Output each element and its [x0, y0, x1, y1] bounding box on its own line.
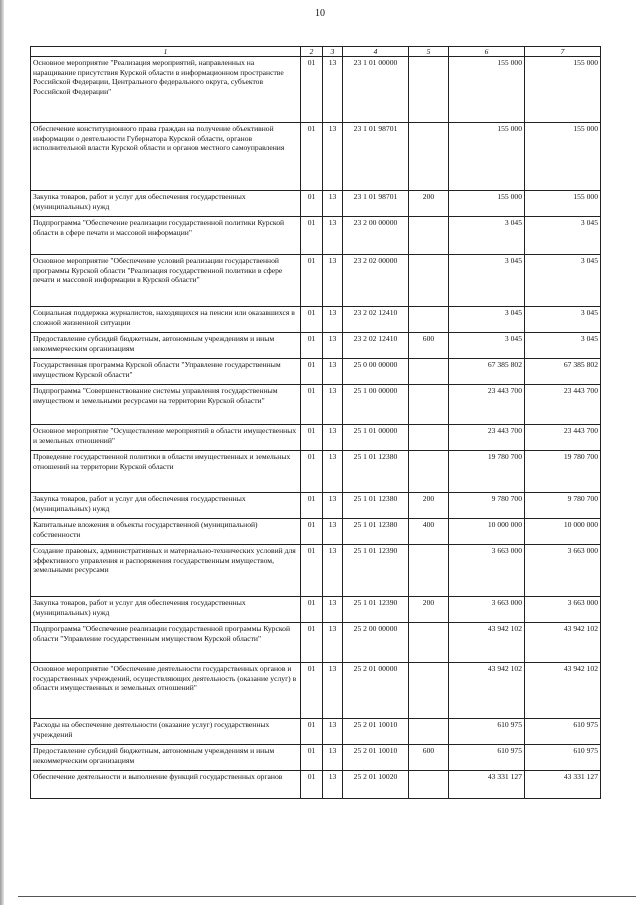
target-article-code: 25 2 01 10010: [343, 745, 409, 771]
expense-type-code: [409, 359, 449, 385]
amount-2019: 43 942 102: [449, 623, 525, 663]
target-article-code: 25 1 01 12390: [343, 597, 409, 623]
target-article-code: 25 2 00 00000: [343, 623, 409, 663]
row-name: Обеспечение конституционного права граждан на получение объективной информации о деятельности Губернатора Курской области, органов исполнительной власти Курской области и органов местного самоуправления: [31, 123, 301, 191]
row-name: Основное мероприятие "Обеспечение деятельности государственных органов и государственных учреждений, осуществляющих деятельность (оказание услуг) в области имущественных и земельных отношений": [31, 663, 301, 719]
expense-type-code: [409, 451, 449, 493]
column-header: 1: [31, 47, 301, 57]
subsection-code: 13: [323, 255, 343, 307]
subsection-code: 13: [323, 333, 343, 359]
amount-2019: 43 942 102: [449, 663, 525, 719]
expense-type-code: [409, 57, 449, 123]
section-code: 01: [301, 597, 323, 623]
row-name: Подпрограмма "Обеспечение реализации государственной политики Курской области в сфере печати и массовой информации": [31, 217, 301, 255]
subsection-code: 13: [323, 745, 343, 771]
row-name: Предоставление субсидий бюджетным, автономным учреждениям и иным некоммерческим организациям: [31, 333, 301, 359]
table-row: [31, 385, 601, 425]
subsection-code: 13: [323, 519, 343, 545]
subsection-code: 13: [323, 545, 343, 597]
table-row: [31, 217, 601, 255]
amount-2019: 610 975: [449, 745, 525, 771]
expense-type-code: [409, 545, 449, 597]
amount-2019: 67 385 802: [449, 359, 525, 385]
amount-2019: 19 780 700: [449, 451, 525, 493]
amount-2019: 23 443 700: [449, 425, 525, 451]
amount-2019: 3 663 000: [449, 597, 525, 623]
target-article-code: 25 2 01 10010: [343, 719, 409, 745]
table-row: [31, 451, 601, 493]
section-code: 01: [301, 359, 323, 385]
expense-type-code: [409, 255, 449, 307]
subsection-code: 13: [323, 623, 343, 663]
subsection-code: 13: [323, 771, 343, 799]
target-article-code: 25 1 01 12380: [343, 493, 409, 519]
row-name: Создание правовых, административных и материально-технических условий для эффективного управления и распоряжения государственным имуществом, земельными ресурсами: [31, 545, 301, 597]
table-row: [31, 425, 601, 451]
row-name: Подпрограмма "Совершенствование системы управления государственным имуществом и земельными ресурсами на территории Курской области": [31, 385, 301, 425]
row-name: Закупка товаров, работ и услуг для обеспечения государственных (муниципальных) нужд: [31, 597, 301, 623]
amount-2020: 43 942 102: [525, 623, 601, 663]
target-article-code: 25 1 00 00000: [343, 385, 409, 425]
amount-2020: 43 331 127: [525, 771, 601, 799]
amount-2020: 155 000: [525, 123, 601, 191]
amount-2019: 23 443 700: [449, 385, 525, 425]
section-code: 01: [301, 451, 323, 493]
amount-2020: 9 780 700: [525, 493, 601, 519]
table-row: [31, 545, 601, 597]
section-code: 01: [301, 123, 323, 191]
subsection-code: 13: [323, 385, 343, 425]
row-name: Закупка товаров, работ и услуг для обеспечения государственных (муниципальных) нужд: [31, 493, 301, 519]
subsection-code: 13: [323, 123, 343, 191]
amount-2019: 10 000 000: [449, 519, 525, 545]
page-number: 10: [315, 8, 325, 19]
section-code: 01: [301, 333, 323, 359]
amount-2020: 155 000: [525, 57, 601, 123]
subsection-code: 13: [323, 191, 343, 217]
amount-2019: 155 000: [449, 123, 525, 191]
expense-type-code: 400: [409, 519, 449, 545]
amount-2020: 3 663 000: [525, 597, 601, 623]
amount-2020: 3 045: [525, 217, 601, 255]
amount-2020: 23 443 700: [525, 385, 601, 425]
section-code: 01: [301, 745, 323, 771]
expense-type-code: 200: [409, 597, 449, 623]
table-row: [31, 519, 601, 545]
section-code: 01: [301, 545, 323, 597]
column-header: 2: [301, 47, 323, 57]
section-code: 01: [301, 719, 323, 745]
row-name: Подпрограмма "Обеспечение реализации государственной программы Курской области "Управление государственным имуществом Курской области": [31, 623, 301, 663]
amount-2020: 3 045: [525, 255, 601, 307]
expense-type-code: [409, 307, 449, 333]
section-code: 01: [301, 217, 323, 255]
table-row: [31, 307, 601, 333]
amount-2020: 3 045: [525, 307, 601, 333]
subsection-code: 13: [323, 57, 343, 123]
target-article-code: 23 1 01 98701: [343, 191, 409, 217]
expense-type-code: [409, 771, 449, 799]
expense-type-code: [409, 123, 449, 191]
row-name: Обеспечение деятельности и выполнение функций государственных органов: [31, 771, 301, 799]
target-article-code: 25 1 01 12380: [343, 451, 409, 493]
amount-2020: 610 975: [525, 745, 601, 771]
target-article-code: 23 2 02 00000: [343, 255, 409, 307]
section-code: 01: [301, 623, 323, 663]
row-name: Основное мероприятие "Обеспечение условий реализации государственной программы Курской области "Реализация государственной политики в сфере печати и массовой информации в Курской области": [31, 255, 301, 307]
amount-2019: 610 975: [449, 719, 525, 745]
budget-table: [30, 46, 601, 799]
amount-2020: 67 385 802: [525, 359, 601, 385]
section-code: 01: [301, 663, 323, 719]
column-header: 5: [409, 47, 449, 57]
section-code: 01: [301, 57, 323, 123]
subsection-code: 13: [323, 425, 343, 451]
table-row: [31, 191, 601, 217]
table-row: [31, 255, 601, 307]
target-article-code: 25 2 01 00000: [343, 663, 409, 719]
expense-type-code: 600: [409, 745, 449, 771]
target-article-code: 25 0 00 00000: [343, 359, 409, 385]
table-row: [31, 359, 601, 385]
amount-2020: 3 045: [525, 333, 601, 359]
subsection-code: 13: [323, 217, 343, 255]
column-header: 4: [343, 47, 409, 57]
target-article-code: 23 1 01 00000: [343, 57, 409, 123]
amount-2020: 3 663 000: [525, 545, 601, 597]
table-row: [31, 493, 601, 519]
section-code: 01: [301, 771, 323, 799]
table-row: [31, 663, 601, 719]
section-code: 01: [301, 307, 323, 333]
target-article-code: 23 2 02 12410: [343, 307, 409, 333]
subsection-code: 13: [323, 493, 343, 519]
row-name: Закупка товаров, работ и услуг для обеспечения государственных (муниципальных) нужд: [31, 191, 301, 217]
section-code: 01: [301, 425, 323, 451]
section-code: 01: [301, 519, 323, 545]
subsection-code: 13: [323, 597, 343, 623]
amount-2020: 155 000: [525, 191, 601, 217]
table-row: [31, 623, 601, 663]
row-name: Проведение государственной политики в области имущественных и земельных отношений на территории Курской области: [31, 451, 301, 493]
expense-type-code: [409, 385, 449, 425]
amount-2019: 155 000: [449, 57, 525, 123]
amount-2020: 23 443 700: [525, 425, 601, 451]
amount-2020: 43 942 102: [525, 663, 601, 719]
amount-2020: 10 000 000: [525, 519, 601, 545]
section-code: 01: [301, 255, 323, 307]
amount-2019: 155 000: [449, 191, 525, 217]
amount-2020: 610 975: [525, 719, 601, 745]
expense-type-code: [409, 663, 449, 719]
target-article-code: 25 1 01 12390: [343, 545, 409, 597]
column-header: 7: [525, 47, 601, 57]
row-name: Капитальные вложения в объекты государственной (муниципальной) собственности: [31, 519, 301, 545]
target-article-code: 23 1 01 98701: [343, 123, 409, 191]
amount-2019: 43 331 127: [449, 771, 525, 799]
column-number-row: [31, 47, 601, 57]
table-row: [31, 719, 601, 745]
table-row: [31, 771, 601, 799]
subsection-code: 13: [323, 359, 343, 385]
subsection-code: 13: [323, 307, 343, 333]
section-code: 01: [301, 493, 323, 519]
amount-2019: 3 045: [449, 307, 525, 333]
expense-type-code: 600: [409, 333, 449, 359]
subsection-code: 13: [323, 451, 343, 493]
table-row: [31, 57, 601, 123]
amount-2019: 3 045: [449, 333, 525, 359]
row-name: Расходы на обеспечение деятельности (оказание услуг) государственных учреждений: [31, 719, 301, 745]
target-article-code: 25 1 01 12380: [343, 519, 409, 545]
row-name: Социальная поддержка журналистов, находящихся на пенсии или оказавшихся в сложной жизненной ситуации: [31, 307, 301, 333]
expense-type-code: 200: [409, 191, 449, 217]
subsection-code: 13: [323, 663, 343, 719]
row-name: Предоставление субсидий бюджетным, автономным учреждениям и иным некоммерческим организациям: [31, 745, 301, 771]
amount-2019: 3 045: [449, 217, 525, 255]
table-row: [31, 333, 601, 359]
expense-type-code: [409, 217, 449, 255]
column-header: 6: [449, 47, 525, 57]
target-article-code: 23 2 02 12410: [343, 333, 409, 359]
row-name: Основное мероприятие "Реализация мероприятий, направленных на наращивание присутствия Курской области в информационном пространстве Российской Федерации, Центрального федерального округа, субъектов Российской Федерации": [31, 57, 301, 123]
amount-2020: 19 780 700: [525, 451, 601, 493]
table-row: [31, 597, 601, 623]
amount-2019: 3 663 000: [449, 545, 525, 597]
section-code: 01: [301, 191, 323, 217]
amount-2019: 3 045: [449, 255, 525, 307]
table-body: [31, 57, 601, 799]
target-article-code: 23 2 00 00000: [343, 217, 409, 255]
page-bottom-rule: [18, 896, 636, 897]
table-row: [31, 745, 601, 771]
amount-2019: 9 780 700: [449, 493, 525, 519]
expense-type-code: [409, 425, 449, 451]
expense-type-code: [409, 623, 449, 663]
expense-type-code: 200: [409, 493, 449, 519]
target-article-code: 25 2 01 10020: [343, 771, 409, 799]
target-article-code: 25 1 01 00000: [343, 425, 409, 451]
scan-edge-shadow: [0, 0, 4, 905]
row-name: Основное мероприятие "Осуществление мероприятий в области имущественных и земельных отношений": [31, 425, 301, 451]
row-name: Государственная программа Курской области "Управление государственным имуществом Курской области": [31, 359, 301, 385]
expense-type-code: [409, 719, 449, 745]
column-header: 3: [323, 47, 343, 57]
section-code: 01: [301, 385, 323, 425]
table-row: [31, 123, 601, 191]
subsection-code: 13: [323, 719, 343, 745]
